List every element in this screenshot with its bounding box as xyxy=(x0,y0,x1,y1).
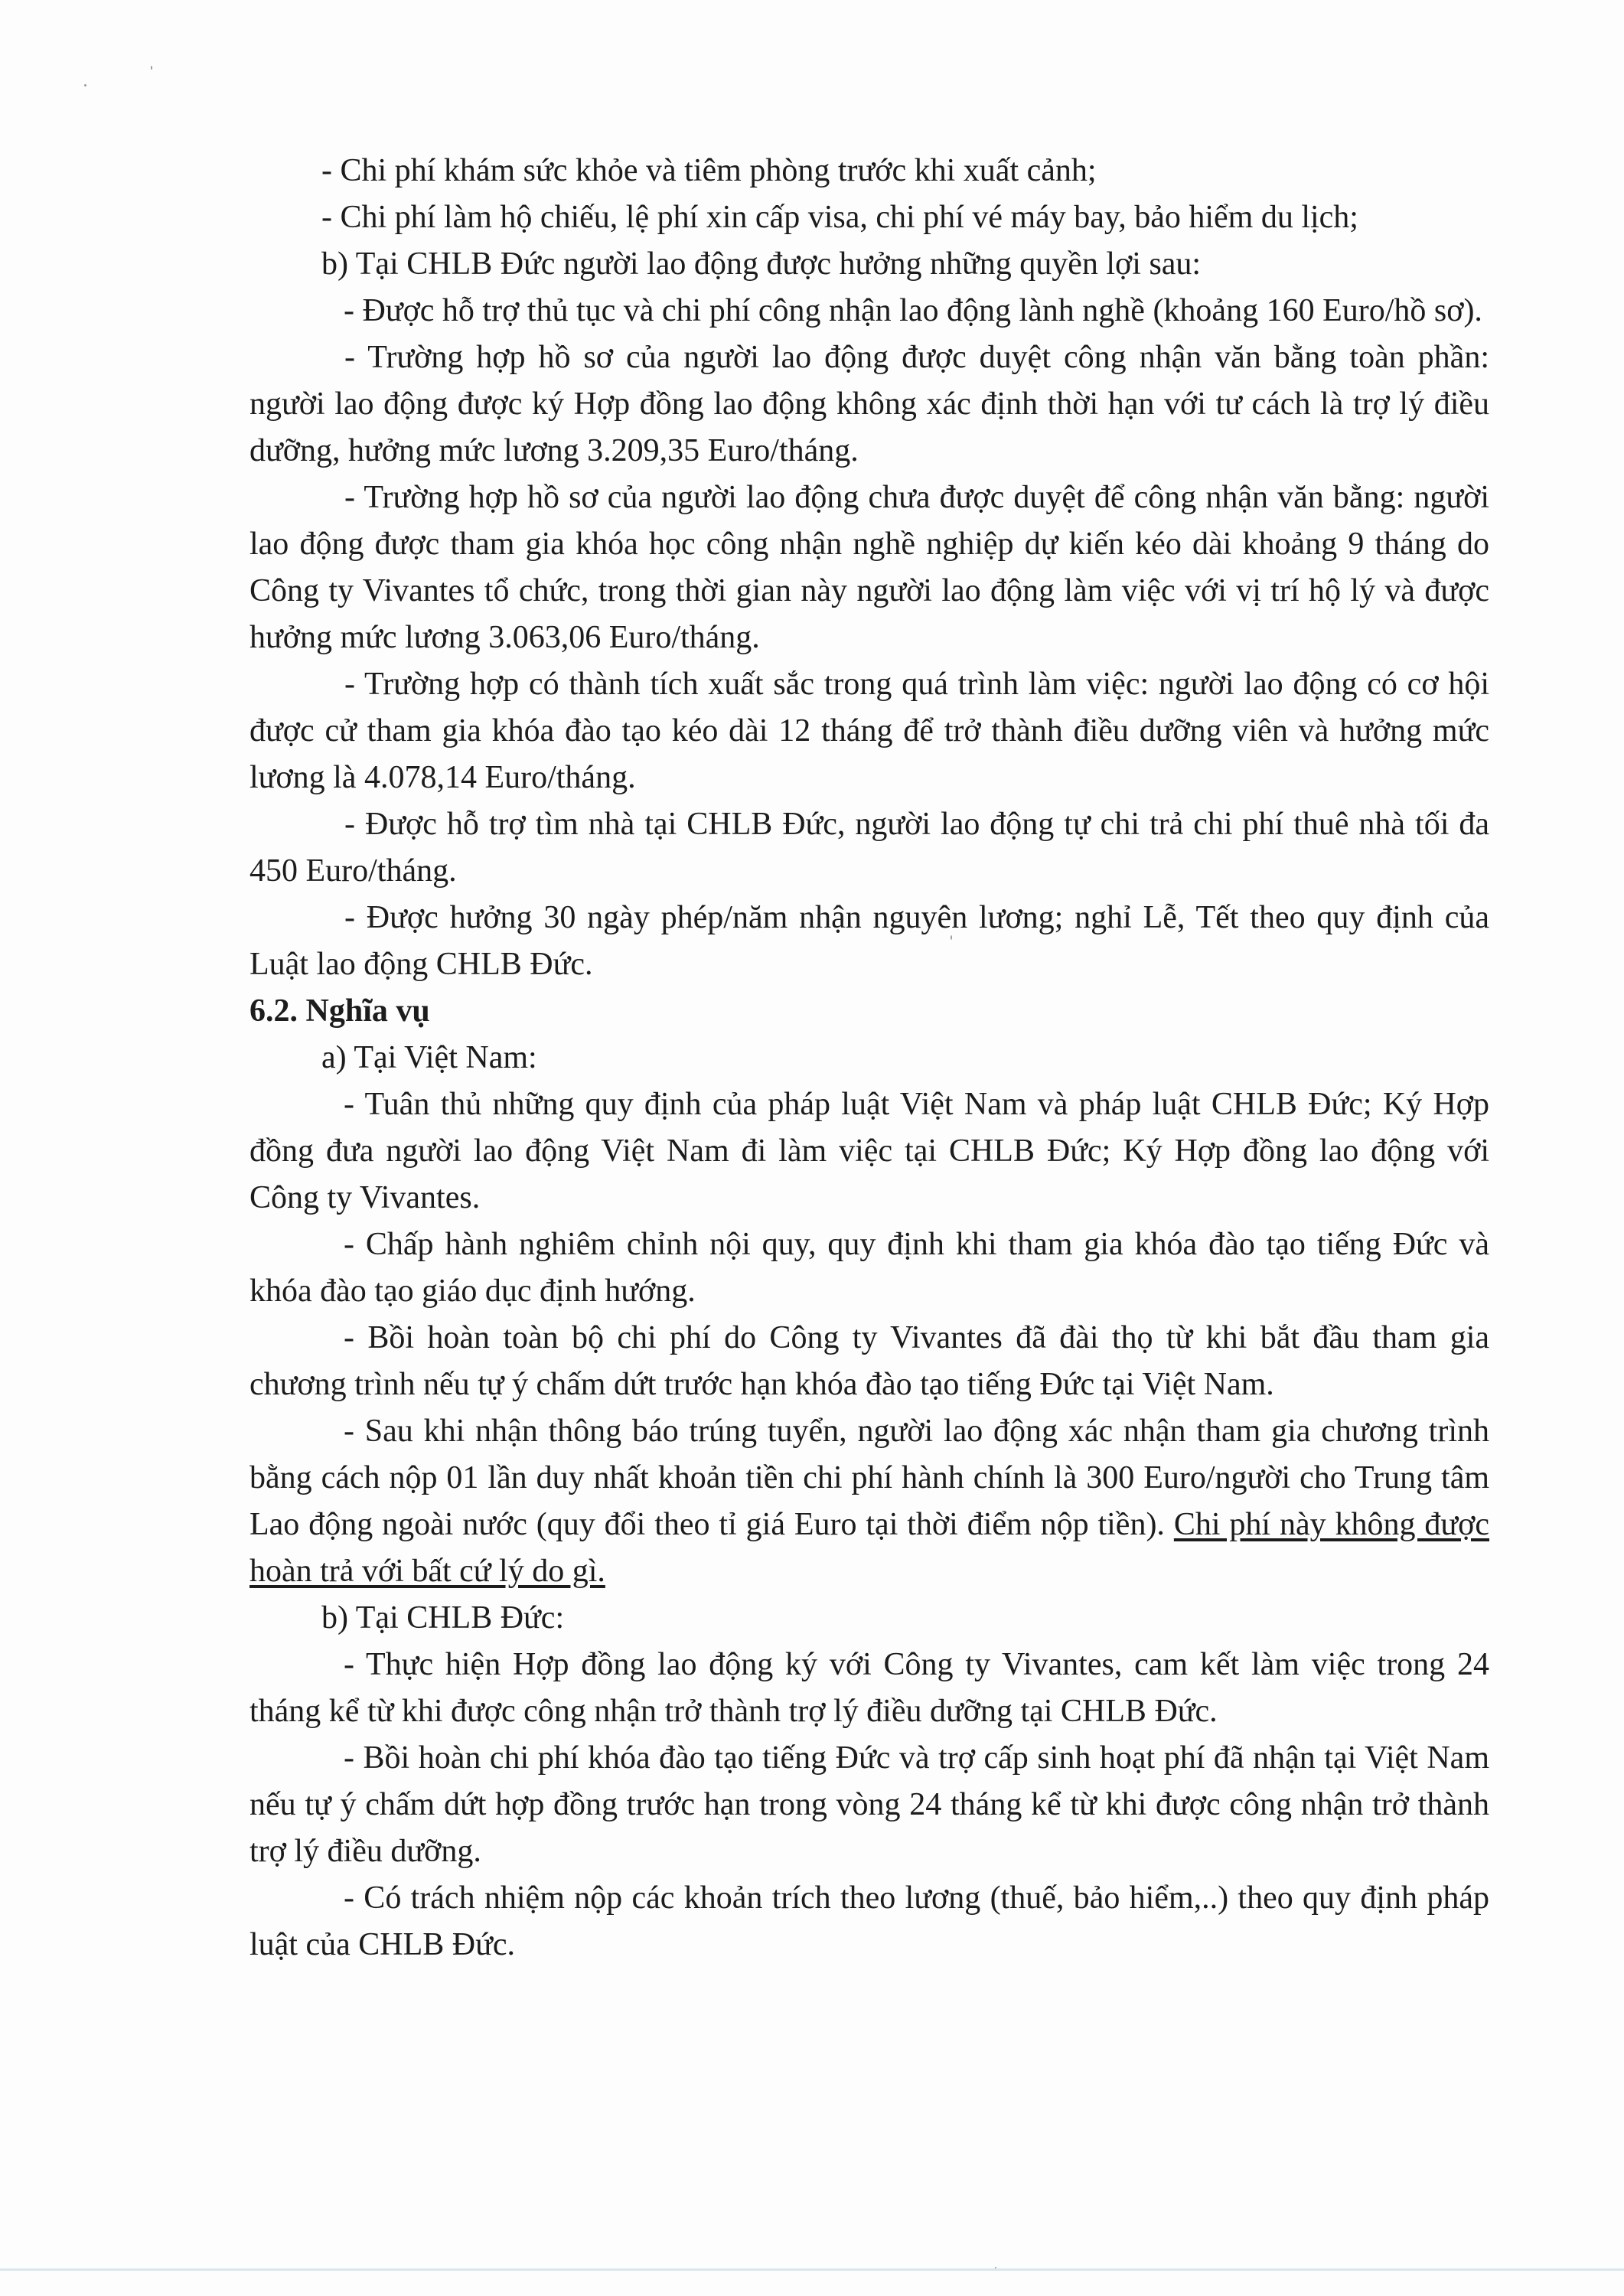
paragraph-comply-laws: - Tuân thủ những quy định của pháp luật Việt Nam và pháp luật CHLB Đức; Ký Hợp đồng đưa người lao động Việt Nam đi làm việc tại CHLB Đức; Ký Hợp đồng lao động với Công ty Vivantes. xyxy=(249,1087,1489,1215)
paragraph-full-recognition: - Trường hợp hồ sơ của người lao động được duyệt công nhận văn bằng toàn phần: người lao động được ký Hợp đồng lao động không xác định thời hạn với tư cách là trợ lý điều dưỡng, hưởng mức lương 3.209,35 Euro/tháng. xyxy=(249,340,1489,468)
document-body xyxy=(249,148,1489,1968)
paragraph-partial-recognition: - Trường hợp hồ sơ của người lao động chưa được duyệt để công nhận văn bằng: người lao động được tham gia khóa học công nhận nghề nghiệp dự kiến kéo dài khoảng 9 tháng do Công ty Vivantes tổ chức, trong thời gian này người lao động làm việc với vị trí hộ lý và được hưởng mức lương 3.063,06 Euro/tháng. xyxy=(249,480,1489,655)
paragraph-housing-support: - Được hỗ trợ tìm nhà tại CHLB Đức, người lao động tự chi trả chi phí thuê nhà tối đa 450 Euro/tháng. xyxy=(249,807,1489,889)
section-heading-obligations: 6.2. Nghĩa vụ xyxy=(249,993,430,1029)
paragraph-work-commitment: - Thực hiện Hợp đồng lao động ký với Công ty Vivantes, cam kết làm việc trong 24 tháng kể từ khi được công nhận trở thành trợ lý điều dưỡng tại CHLB Đức. xyxy=(249,1647,1489,1729)
paragraph-tax-insurance: - Có trách nhiệm nộp các khoản trích theo lương (thuế, bảo hiểm,..) theo quy định pháp luật của CHLB Đức. xyxy=(249,1880,1489,1962)
scan-speck xyxy=(84,84,86,86)
scan-speck xyxy=(151,66,152,70)
paragraph-reimbursement-germany: - Bồi hoàn chi phí khóa đào tạo tiếng Đức và trợ cấp sinh hoạt phí đã nhận tại Việt Nam nếu tự ý chấm dứt hợp đồng trước hạn trong vòng 24 tháng kể từ khi được công nhận trở thành trợ lý điều dưỡng. xyxy=(249,1740,1489,1869)
admin-fee-text: - Sau khi nhận thông báo trúng tuyển, người lao động xác nhận tham gia chương trình bằng cách nộp 01 lần duy nhất khoản tiền chi phí hành chính là 300 Euro/người cho Trung tâm Lao động ngoài nước (quy đổi theo tỉ giá Euro tại thời điểm nộp tiền). xyxy=(249,1414,1489,1542)
paragraph-health-check-cost: - Chi phí khám sức khỏe và tiêm phòng trước khi xuất cảnh; xyxy=(321,153,1097,188)
paragraph-reimbursement-vietnam: - Bồi hoàn toàn bộ chi phí do Công ty Vivantes đã đài thọ từ khi bắt đầu tham gia chương trình nếu tự ý chấm dứt trước hạn khóa đào tạo tiếng Đức tại Việt Nam. xyxy=(249,1320,1489,1402)
bottom-scan-edge xyxy=(0,2268,1624,2271)
paragraph-germany-benefits-intro: b) Tại CHLB Đức người lao động được hưởng những quyền lợi sau: xyxy=(321,246,1202,282)
paragraph-training-rules: - Chấp hành nghiêm chỉnh nội quy, quy định khi tham gia khóa đào tạo tiếng Đức và khóa đào tạo giáo dục định hướng. xyxy=(249,1227,1489,1309)
paragraph-admin-fee xyxy=(249,1408,1489,1595)
paragraph-germany-intro: b) Tại CHLB Đức: xyxy=(321,1600,565,1636)
paragraph-excellent-performance: - Trường hợp có thành tích xuất sắc trong quá trình làm việc: người lao động có cơ hội được cử tham gia khóa đào tạo kéo dài 12 tháng để trở thành điều dưỡng viên và hưởng mức lương là 4.078,14 Euro/tháng. xyxy=(249,667,1489,795)
paragraph-recognition-support: - Được hỗ trợ thủ tục và chi phí công nhận lao động lành nghề (khoảng 160 Euro/hồ sơ). xyxy=(344,293,1482,328)
paragraph-annual-leave: - Được hưởng 30 ngày phép/năm nhận nguyên lương; nghỉ Lễ, Tết theo quy định của Luật lao động CHLB Đức. xyxy=(249,900,1489,982)
paragraph-passport-visa-cost: - Chi phí làm hộ chiếu, lệ phí xin cấp visa, chi phí vé máy bay, bảo hiểm du lịch; xyxy=(321,200,1358,235)
paragraph-vietnam-intro: a) Tại Việt Nam: xyxy=(321,1040,537,1075)
non-refundable-note: Chi phí này không được hoàn trả với bất cứ lý do gì. xyxy=(249,1507,1490,1589)
